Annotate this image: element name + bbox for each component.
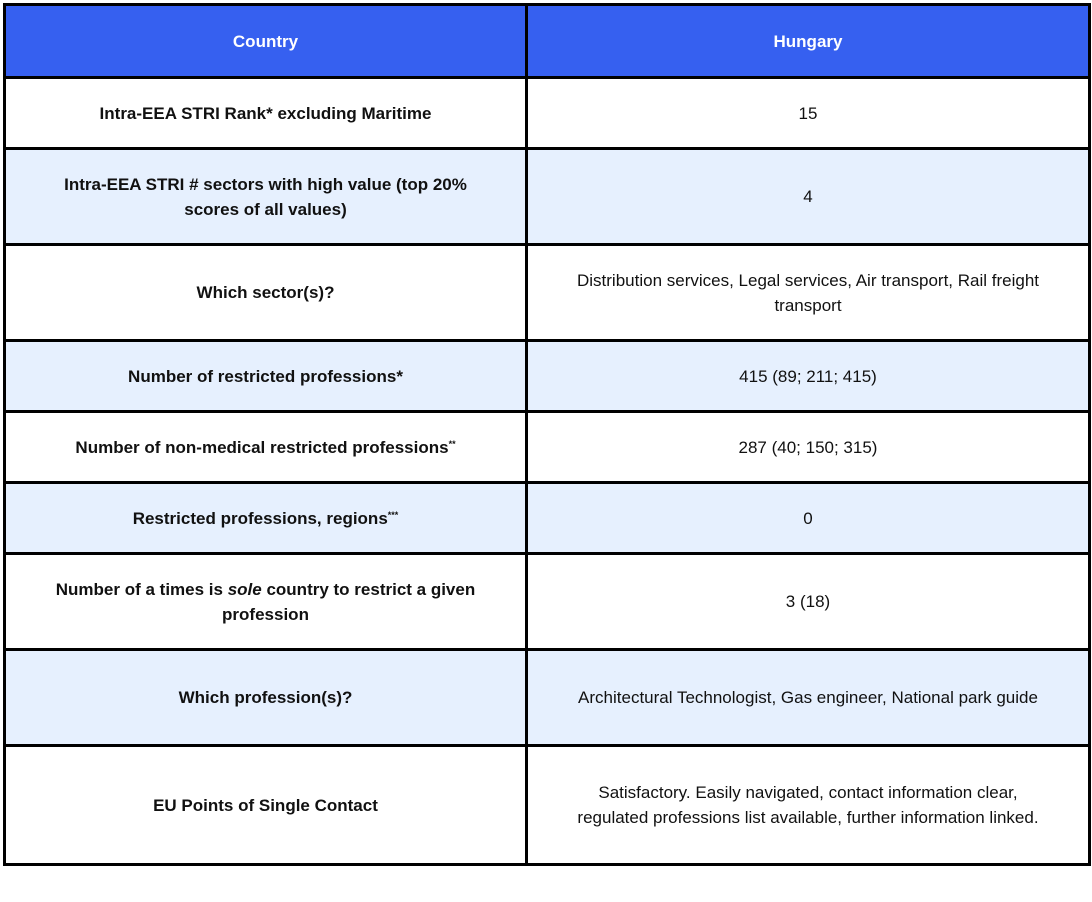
row-value: Distribution services, Legal services, Air transport, Rail freight transport xyxy=(527,245,1090,341)
table-row xyxy=(5,412,1090,483)
row-label-emphasis: sole xyxy=(227,579,262,599)
row-label: Which sector(s)? xyxy=(5,245,527,341)
row-label: Intra-EEA STRI # sectors with high value (top 20% scores of all values) xyxy=(5,149,527,245)
row-label-cell xyxy=(5,412,527,483)
row-label: EU Points of Single Contact xyxy=(5,746,527,865)
row-label: Which profession(s)? xyxy=(5,650,527,746)
row-value: 415 (89; 211; 415) xyxy=(527,341,1090,412)
footnote-marker: ** xyxy=(448,438,456,449)
row-label: Number of restricted professions* xyxy=(5,341,527,412)
row-label-cell xyxy=(5,483,527,554)
row-value: Satisfactory. Easily navigated, contact information clear, regulated professions list available, further information linked. xyxy=(527,746,1090,865)
row-value: 4 xyxy=(527,149,1090,245)
row-label: Number of non-medical restricted professions xyxy=(75,437,449,457)
row-label: Restricted professions, regions xyxy=(132,508,388,528)
table-row xyxy=(5,245,1090,341)
row-label: Intra-EEA STRI Rank* excluding Maritime xyxy=(5,78,527,149)
table-row xyxy=(5,483,1090,554)
header-hungary: Hungary xyxy=(527,5,1090,78)
row-value: 287 (40; 150; 315) xyxy=(527,412,1090,483)
row-label-cell xyxy=(5,554,527,650)
table-row xyxy=(5,554,1090,650)
table-row xyxy=(5,149,1090,245)
table-row xyxy=(5,746,1090,865)
header-country: Country xyxy=(5,5,527,78)
table-header-row xyxy=(5,5,1090,78)
table-row xyxy=(5,650,1090,746)
country-comparison-table xyxy=(3,3,1091,866)
row-label-pre: Number of a times is xyxy=(55,579,228,599)
row-value: 0 xyxy=(527,483,1090,554)
row-label-post: country to restrict a given profession xyxy=(222,579,476,624)
footnote-marker: *** xyxy=(387,509,399,520)
row-value: Architectural Technologist, Gas engineer, National park guide xyxy=(527,650,1090,746)
row-value: 3 (18) xyxy=(527,554,1090,650)
row-value: 15 xyxy=(527,78,1090,149)
table-row xyxy=(5,341,1090,412)
table-row xyxy=(5,78,1090,149)
